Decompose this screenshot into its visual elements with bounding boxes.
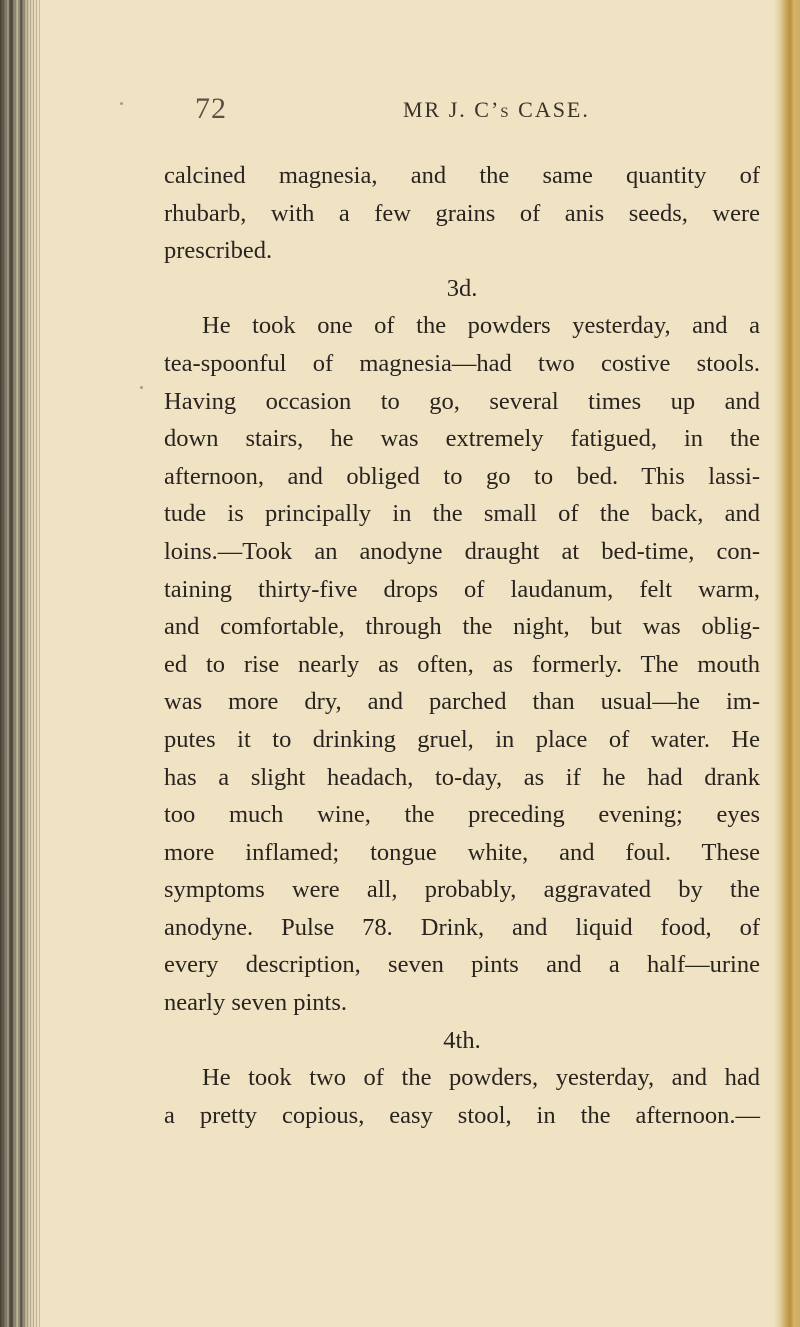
text-line: putes it to drinking gruel, in place of water. He <box>164 725 760 753</box>
page-number: 72 <box>195 92 227 125</box>
page-edge <box>774 0 800 1327</box>
text-line: more inflamed; tongue white, and foul. These <box>164 838 760 866</box>
text-line: anodyne. Pulse 78. Drink, and liquid food, of <box>164 913 760 941</box>
text-line: tea-spoonful of magnesia—had two costive stools. <box>164 349 760 377</box>
text-line: a pretty copious, easy stool, in the afternoon.— <box>164 1101 760 1129</box>
text-line: tude is principally in the small of the back, and <box>164 500 760 528</box>
ink-speck <box>120 102 123 105</box>
text-line: Having occasion to go, several times up and <box>164 387 760 415</box>
binding-texture <box>0 0 40 1327</box>
text-line: afternoon, and obliged to go to bed. This lassi- <box>164 462 760 490</box>
body-text <box>164 157 760 1134</box>
running-head <box>195 92 760 132</box>
text-line: nearly seven pints. <box>164 989 348 1017</box>
text-line: calcined magnesia, and the same quantity of <box>164 162 760 189</box>
text-line: taining thirty-five drops of laudanum, felt warm, <box>164 575 760 603</box>
text-line: was more dry, and parched than usual—he im- <box>164 688 760 716</box>
text-line: too much wine, the preceding evening; eyes <box>164 801 760 829</box>
running-head-title: MR J. C’s CASE. <box>403 97 590 122</box>
text-line: loins.—Took an anodyne draught at bed-time, con- <box>164 537 760 565</box>
text-line: down stairs, he was extremely fatigued, in the <box>164 425 760 453</box>
text-line: rhubarb, with a few grains of anis seeds, were <box>164 199 760 227</box>
date-heading: 4th. <box>443 1026 481 1054</box>
text-line: ed to rise nearly as often, as formerly. The mouth <box>164 650 760 678</box>
text-line: has a slight headach, to-day, as if he had drank <box>164 763 760 791</box>
ink-speck <box>140 386 143 389</box>
date-heading: 3d. <box>446 274 478 302</box>
text-line: symptoms were all, probably, aggravated by the <box>164 876 760 904</box>
text-line: prescribed. <box>164 237 273 265</box>
text-line: and comfortable, through the night, but was oblig- <box>164 613 760 641</box>
text-line: He took one of the powders yesterday, and a <box>202 312 760 340</box>
text-line: He took two of the powders, yesterday, and had <box>202 1064 760 1092</box>
text-line: every description, seven pints and a half—urine <box>164 951 760 979</box>
